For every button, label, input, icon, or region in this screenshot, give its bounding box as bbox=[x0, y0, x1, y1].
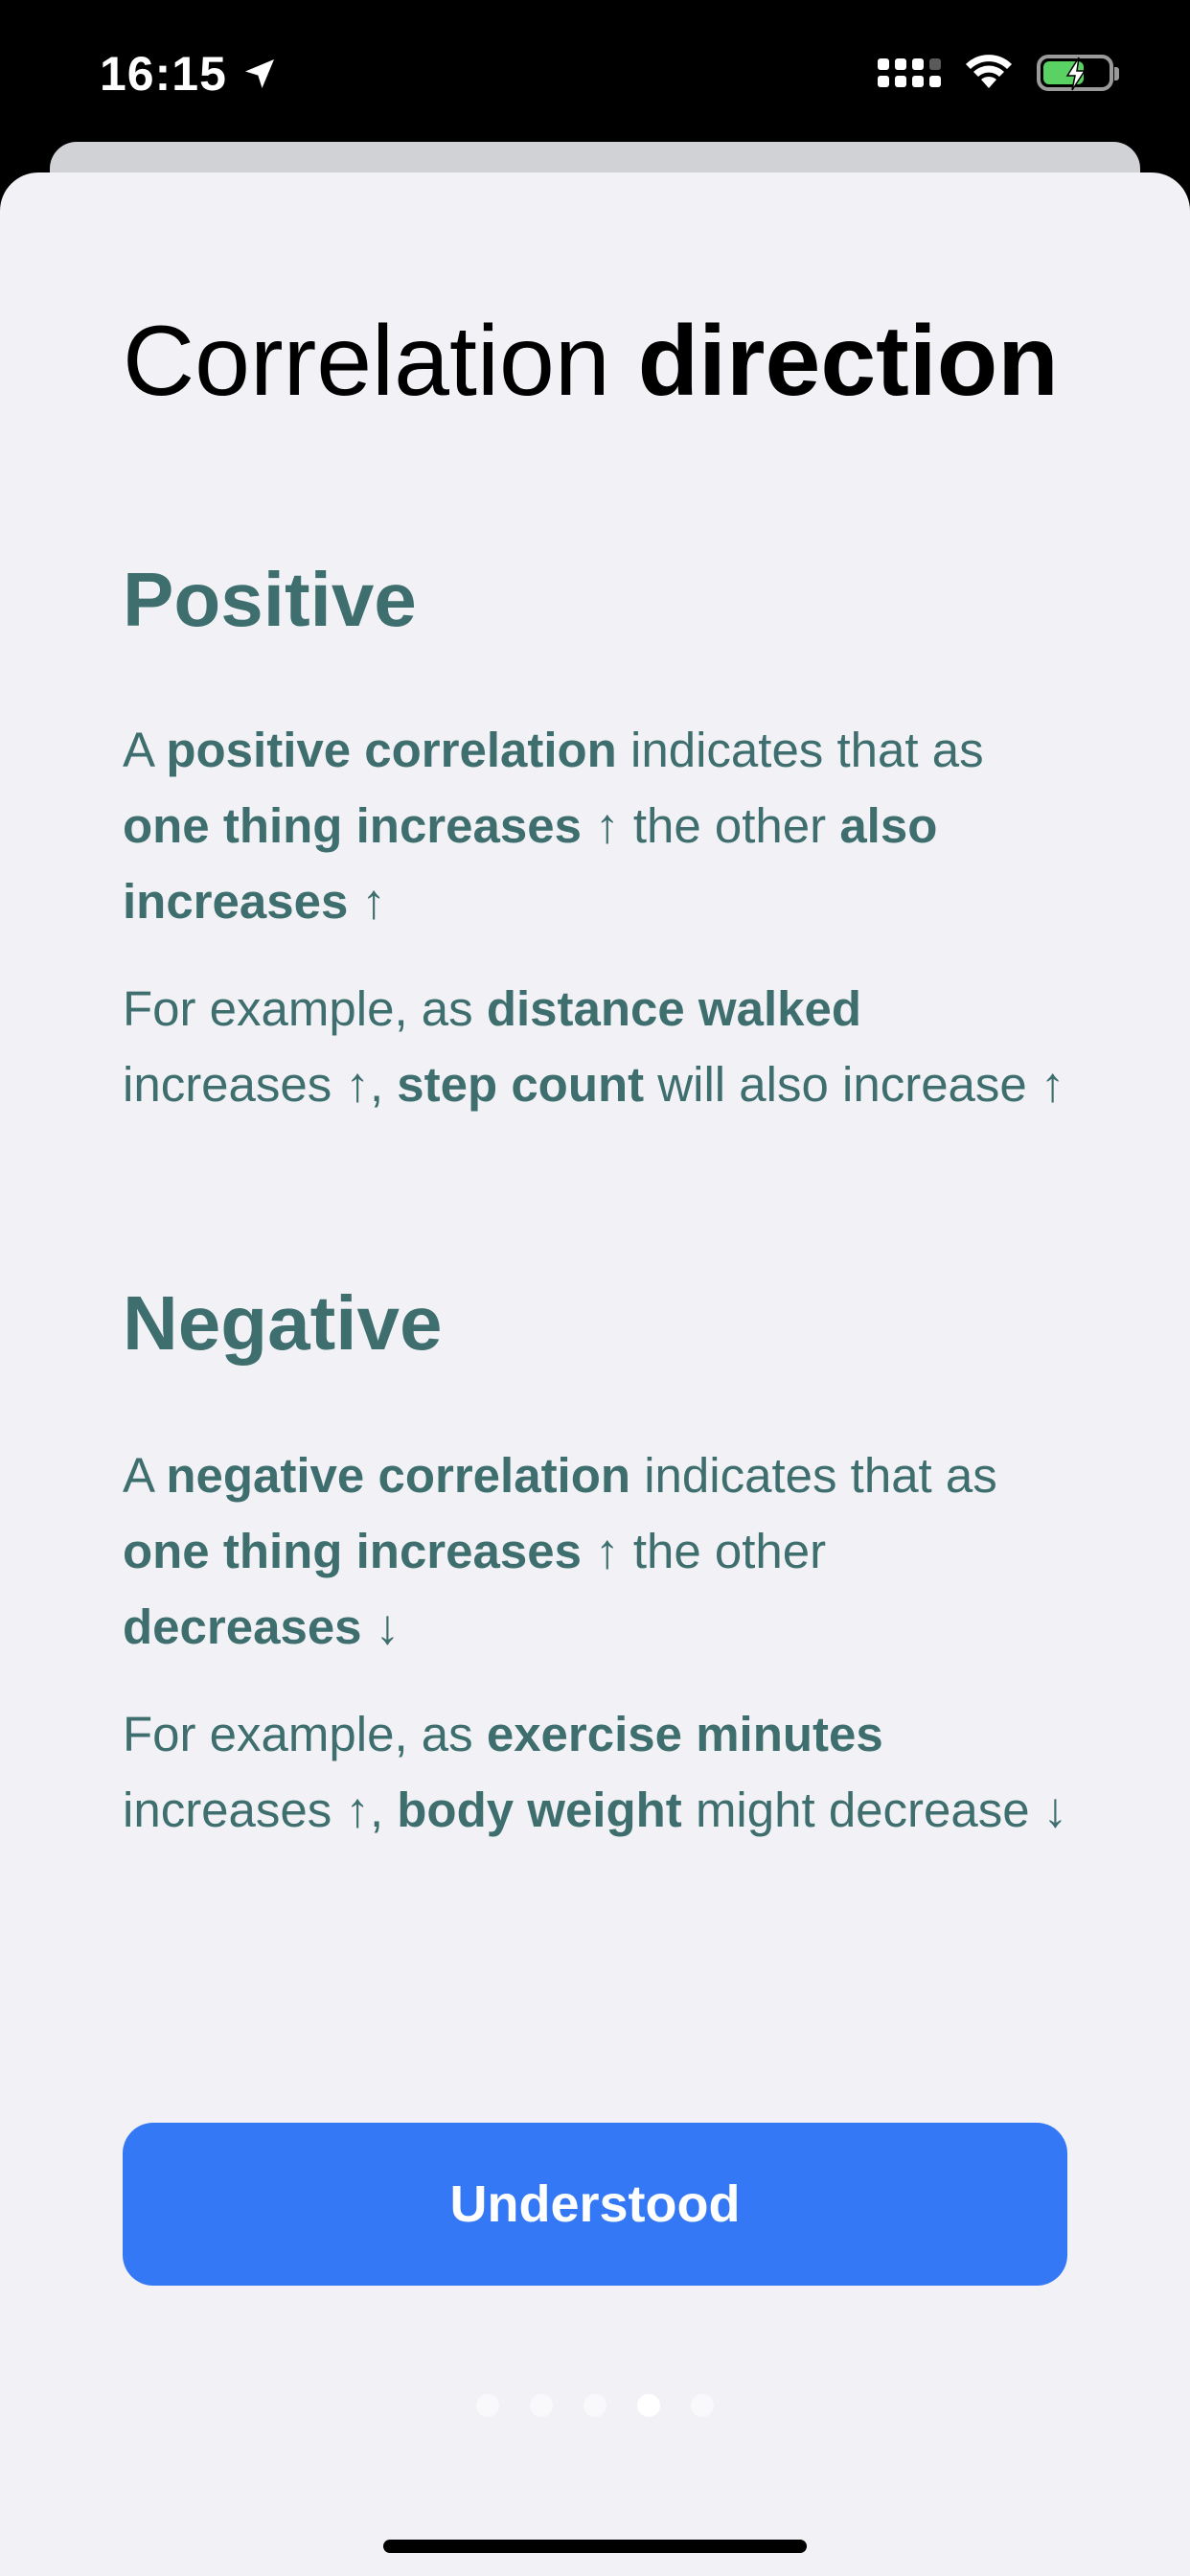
page-dot-2[interactable] bbox=[530, 2394, 553, 2417]
cellular-signal-icon bbox=[878, 58, 941, 87]
negative-definition: A negative correlation indicates that as one thing increases ↑ the other decreases ↓ bbox=[123, 1448, 997, 1654]
negative-heading: Negative bbox=[123, 1280, 443, 1366]
info-sheet bbox=[0, 172, 1190, 2576]
battery-icon bbox=[1037, 55, 1113, 91]
status-time bbox=[100, 46, 279, 102]
negative-example: For example, as exercise minutes increases ↑, body weight might decrease ↓ bbox=[123, 1707, 1068, 1837]
page-dot-1[interactable] bbox=[476, 2394, 499, 2417]
page-dot-3[interactable] bbox=[584, 2394, 606, 2417]
positive-definition: A positive correlation indicates that as one thing increases ↑ the other also increases ↑ bbox=[123, 723, 984, 929]
wifi-icon bbox=[964, 54, 1014, 92]
page-indicator[interactable] bbox=[0, 2394, 1190, 2417]
status-icons bbox=[878, 54, 1113, 92]
time-label: 16:15 bbox=[100, 47, 227, 101]
positive-heading: Positive bbox=[123, 557, 417, 642]
location-arrow-icon bbox=[240, 55, 279, 93]
charging-bolt-icon bbox=[1062, 56, 1090, 92]
home-indicator[interactable] bbox=[383, 2540, 807, 2553]
page-dot-5[interactable] bbox=[691, 2394, 714, 2417]
page-title: Correlation direction bbox=[123, 306, 1059, 417]
understood-button[interactable]: Understood bbox=[123, 2123, 1067, 2286]
status-bar bbox=[0, 0, 1190, 144]
positive-example: For example, as distance walked increases ↑, step count will also increase ↑ bbox=[123, 981, 1065, 1112]
page-dot-4[interactable] bbox=[637, 2394, 660, 2417]
